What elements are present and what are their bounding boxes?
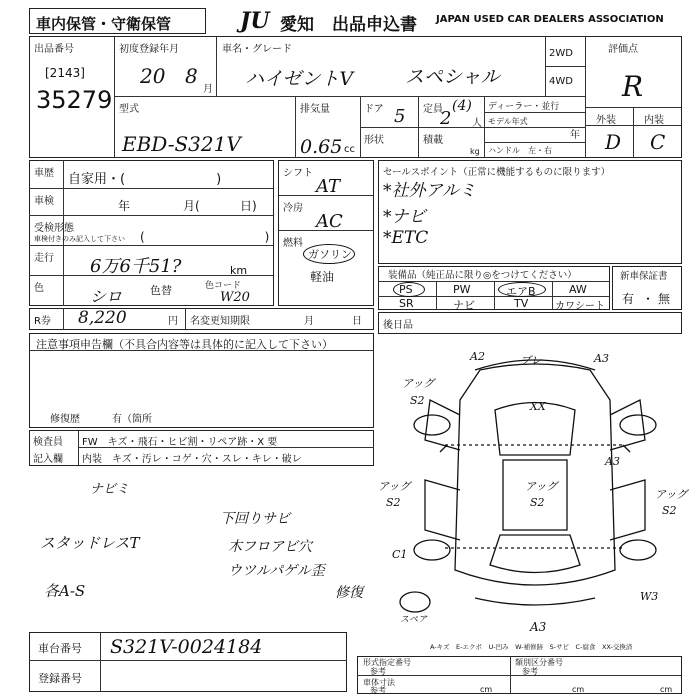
classification-label: 類別区分番号 (515, 658, 563, 667)
chassis-label: 車台番号 (38, 642, 82, 655)
org-name: 愛知 (280, 15, 314, 35)
inspector-interior-row: 内装 キズ・汚レ・コゲ・穴・スレ・キレ・破レ (82, 454, 302, 465)
color-label: 色 (34, 283, 44, 294)
shift-value: AT (316, 176, 341, 197)
warranty-yes: 有 (622, 292, 635, 306)
diagram-mark: アッグ (402, 377, 435, 390)
lot-sub-number: [2143] (45, 66, 85, 80)
aircon-value: AC (316, 211, 343, 232)
diagram-mark: スペア (400, 615, 428, 625)
name-change-day: 日 (352, 316, 362, 327)
model-name: ハイゼントV (245, 68, 354, 90)
lot-label: 出品番号 (34, 44, 74, 55)
warranty-sep: ・ (642, 292, 655, 306)
recycle-value: 8,220 (78, 308, 127, 328)
warranty-label: 新車保証書 (620, 271, 668, 282)
diagram-mark: XX (530, 400, 546, 413)
doors-label: ドア (364, 104, 384, 115)
diagram-mark: A3 (594, 352, 609, 365)
diagram-mark: S2 (662, 504, 677, 517)
mileage-unit: km (230, 264, 248, 277)
inspector-fw-row: FW キズ・飛石・ヒビ割・リペア跡・X 要 (82, 437, 278, 448)
classification-ref: 参考 (522, 667, 538, 676)
fuel-gas: ガソリン (308, 248, 352, 261)
diagram-mark: S2 (530, 496, 545, 509)
inspector-note: 修復 (335, 585, 363, 601)
type-label: 型式 (119, 104, 139, 115)
dimension-unit: cm (572, 685, 585, 694)
displacement-value: 0.65 (300, 136, 343, 158)
displacement-label: 排気量 (300, 104, 330, 115)
association-name: JAPAN USED CAR DEALERS ASSOCIATION (436, 14, 664, 25)
dimension-unit: cm (660, 685, 673, 694)
capacity-unit: 人 (472, 118, 482, 129)
capacity-sub: (4) (452, 98, 472, 114)
grade-score-value: R (622, 70, 644, 103)
equipment-airbag: エアB (506, 285, 536, 298)
diagram-mark: アッグ (655, 488, 688, 501)
inspector-label: 検査員 (33, 437, 63, 448)
sales-point-item: *ナビ (383, 207, 426, 227)
fuel-diesel: 軽油 (310, 270, 335, 284)
diagram-mark: アッグ (378, 480, 411, 493)
certificate-note: 車検付きのみ記入して下さい (34, 235, 125, 243)
inspector-entry: 記入欄 (33, 454, 63, 465)
inspector-note: スタッドレスT (40, 534, 140, 552)
equipment-ps: PS (399, 283, 413, 296)
registration-label: 初度登録年月 (119, 44, 179, 55)
load-unit: kg (470, 147, 480, 156)
diagram-mark: A2 (470, 350, 485, 363)
model-year-unit: 年 (570, 130, 580, 141)
inspector-note: ナビミ (90, 482, 130, 497)
recycle-label: R券 (34, 316, 51, 327)
diagram-mark: A3 (605, 455, 620, 468)
diagram-mark: C1 (392, 548, 408, 561)
diagram-mark: ブレ (520, 354, 542, 367)
exterior-grade: D (605, 130, 622, 154)
mileage-label: 走行 (34, 253, 54, 264)
equipment-sr: SR (399, 297, 414, 310)
notes-label: 注意事項申告欄（不具合内容等は具体的に記入して下さい） (36, 338, 333, 351)
designation-ref: 参考 (370, 667, 386, 676)
form-title: 出品申込書 (332, 15, 417, 35)
exterior-label: 外装 (596, 115, 616, 126)
handle-label: ハンドル 左・右 (488, 146, 552, 155)
sales-point-item: *ETC (383, 228, 429, 248)
registration-month: 8 (185, 64, 198, 88)
dimensions-ref: 参考 (370, 686, 386, 695)
designation-label: 形式指定番号 (363, 658, 411, 667)
drive-2wd: 2WD (549, 48, 573, 59)
inspector-note: 下回りサビ (220, 511, 290, 527)
equipment-seat: カワシート (555, 301, 605, 312)
name-change-label: 名変更知期限 (190, 316, 250, 327)
fuel-label: 燃料 (283, 238, 303, 249)
color-replace-label: 色替 (150, 284, 172, 297)
load-label: 積載 (423, 135, 443, 146)
grade-score-label: 評価点 (608, 44, 638, 55)
equipment-aw: AW (569, 283, 587, 296)
color-code-value: W20 (220, 290, 250, 305)
dimensions-label: 車体寸法 (363, 678, 395, 687)
name-change-month: 月 (304, 316, 314, 327)
diagram-mark: S2 (410, 394, 425, 407)
equipment-pw: PW (453, 283, 471, 296)
shape-label: 形状 (364, 135, 384, 146)
registration-year: 20 (140, 64, 166, 88)
inspection-year: 年 (118, 199, 131, 213)
mileage-value: 6万6千51? (90, 256, 182, 277)
repair-label: 修復歴 (50, 414, 80, 425)
recycle-unit: 円 (168, 316, 178, 327)
model-label: 車名・グレード (222, 44, 292, 55)
sales-point-item: *社外アルミ (383, 181, 476, 201)
interior-label: 内装 (644, 115, 664, 126)
inspection-label: 車検 (34, 196, 54, 207)
equipment-navi: ナビ (453, 299, 475, 312)
color-value: シロ (90, 287, 123, 306)
diagram-mark: S2 (386, 496, 401, 509)
displacement-unit: cc (344, 144, 355, 155)
certificate-label: 受検形態 (34, 223, 74, 234)
history-value: 自家用・( ) (68, 172, 222, 187)
equipment-tv: TV (514, 297, 529, 310)
drive-4wd: 4WD (549, 76, 573, 87)
storage-tag (29, 8, 206, 34)
inspector-note: ウツルパゲル歪 (228, 563, 325, 579)
aircon-label: 冷房 (283, 203, 303, 214)
diagram-mark: W3 (640, 590, 659, 603)
model-grade: スペシャル (405, 66, 500, 88)
interior-grade: C (650, 130, 666, 154)
damage-legend: A-キズ E-エクボ U-凹み W-補修跡 S-サビ C-腐食 XX-交換済 (430, 643, 633, 651)
model-year-label: モデル年式 (488, 117, 528, 126)
warranty-no: 無 (658, 292, 671, 306)
shift-label: シフト (283, 168, 313, 179)
sales-points-label: セールスポイント（正常に機能するものに限ります） (383, 167, 611, 178)
type-value: EBD-S321V (122, 132, 241, 156)
inspection-month: 月( (183, 199, 200, 213)
color-code-label: 色コード (205, 281, 242, 291)
inspection-day: 日) (240, 199, 257, 213)
registration-month-unit: 月 (203, 84, 213, 95)
capacity-label: 定員 (423, 104, 443, 115)
equipment-label: 装備品（純正品に限り◎をつけてください） (388, 270, 577, 281)
inspector-note: 各A-S (44, 582, 86, 600)
certificate-value: ( ) (140, 230, 270, 244)
diagram-mark: A3 (530, 620, 547, 634)
dimension-unit: cm (480, 685, 493, 694)
inspector-note: 木フロアビ穴 (228, 539, 312, 555)
diagram-mark: アッグ (525, 480, 558, 493)
chassis-value: S321V-0024184 (110, 636, 263, 658)
rear-seat-label: 後日品 (383, 320, 413, 331)
repair-value: 有（箇所 (112, 414, 152, 425)
storage-tag-text: 車内保管・守衛保管 (36, 15, 172, 33)
lot-number: 35279 (36, 86, 113, 114)
ju-logo-text: JU (240, 8, 270, 34)
reg-number-label: 登録番号 (38, 672, 82, 685)
doors-value: 5 (394, 106, 406, 127)
dealer-label: ディーラー・並行 (488, 102, 560, 112)
rear-seat-block (378, 312, 682, 334)
history-label: 車歴 (34, 168, 54, 179)
capacity-value: 2 (440, 108, 452, 129)
ju-logo (240, 8, 276, 34)
